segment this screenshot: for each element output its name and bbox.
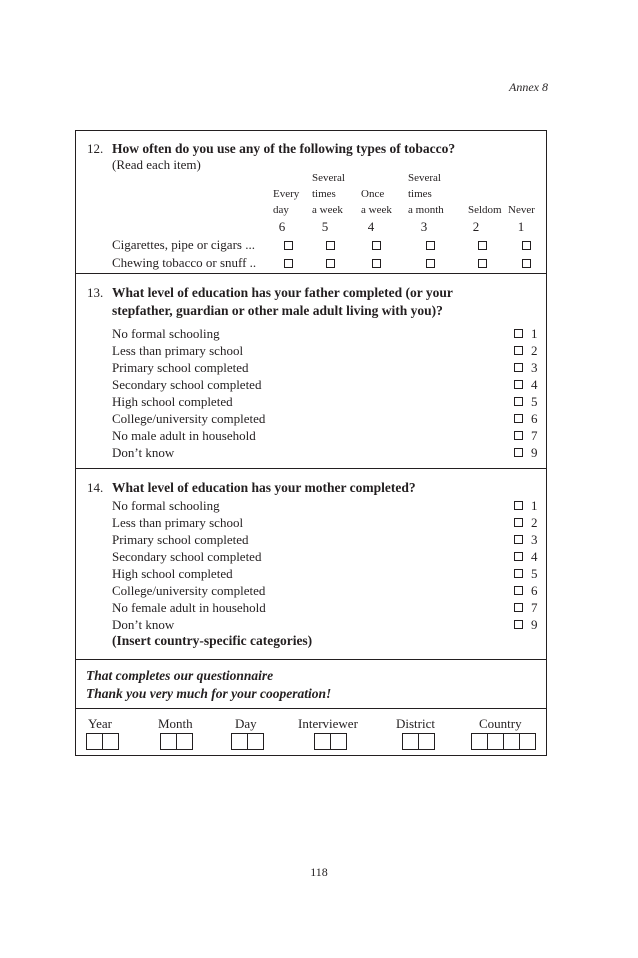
- answer-option[interactable]: [112, 393, 557, 410]
- option-label: No female adult in household: [112, 600, 266, 615]
- entry-cell[interactable]: [402, 733, 419, 750]
- option-checkbox[interactable]: [514, 535, 523, 544]
- answer-option[interactable]: [112, 410, 557, 427]
- option-label: Primary school completed: [112, 360, 249, 375]
- entry-cell[interactable]: [231, 733, 248, 750]
- admin-field-label: Month: [158, 716, 193, 731]
- question-number: 12.: [87, 141, 104, 156]
- column-header-line: Once: [361, 188, 385, 200]
- country-categories-note: (Insert country-specific categories): [112, 633, 313, 648]
- answer-checkbox[interactable]: [284, 241, 293, 250]
- column-code: 1: [517, 219, 525, 234]
- column-header-line: a week: [361, 204, 392, 216]
- option-checkbox[interactable]: [514, 329, 523, 338]
- option-code: 1: [531, 498, 538, 513]
- answer-option[interactable]: [112, 497, 557, 514]
- option-label: No male adult in household: [112, 428, 256, 443]
- answer-option[interactable]: [112, 427, 557, 444]
- question-13: [76, 274, 546, 468]
- option-label: No formal schooling: [112, 326, 220, 341]
- answer-option[interactable]: [112, 514, 557, 531]
- column-header-line: Several: [408, 172, 441, 184]
- entry-cell[interactable]: [503, 733, 520, 750]
- column-header-line: a week: [312, 204, 343, 216]
- entry-cell[interactable]: [86, 733, 103, 750]
- option-label: College/university completed: [112, 411, 266, 426]
- answer-checkbox[interactable]: [372, 241, 381, 250]
- option-label: Don’t know: [112, 445, 175, 460]
- admin-field-label: Country: [479, 716, 522, 731]
- column-header-line: Never: [508, 204, 535, 216]
- answer-checkbox[interactable]: [284, 259, 293, 268]
- answer-option[interactable]: [112, 444, 557, 461]
- option-code: 3: [531, 532, 538, 547]
- answer-option[interactable]: [112, 342, 557, 359]
- option-label: High school completed: [112, 566, 233, 581]
- option-code: 7: [531, 600, 538, 615]
- read-instruction: (Read each item): [112, 157, 201, 172]
- option-checkbox[interactable]: [514, 414, 523, 423]
- option-label: Secondary school completed: [112, 549, 262, 564]
- option-code: 6: [531, 583, 538, 598]
- option-checkbox[interactable]: [514, 569, 523, 578]
- answer-checkbox[interactable]: [372, 259, 381, 268]
- answer-option[interactable]: [112, 599, 557, 616]
- answer-checkbox[interactable]: [426, 241, 435, 250]
- entry-cell[interactable]: [471, 733, 488, 750]
- answer-checkbox[interactable]: [522, 259, 531, 268]
- admin-field-label: District: [396, 716, 435, 731]
- option-code: 4: [531, 377, 538, 392]
- column-header-line: Every: [273, 188, 300, 200]
- answer-option[interactable]: [112, 548, 557, 565]
- option-code: 1: [531, 326, 538, 341]
- answer-option[interactable]: [112, 582, 557, 599]
- admin-field-cells: [87, 733, 119, 750]
- option-checkbox[interactable]: [514, 448, 523, 457]
- question-12: [76, 131, 546, 273]
- questionnaire-frame: [75, 130, 547, 756]
- answer-option[interactable]: [112, 616, 557, 633]
- divider: [76, 708, 546, 709]
- column-code: 2: [472, 219, 480, 234]
- answer-option[interactable]: [112, 325, 557, 342]
- option-code: 9: [531, 445, 538, 460]
- answer-option[interactable]: [112, 531, 557, 548]
- answer-option[interactable]: [112, 376, 557, 393]
- option-label: College/university completed: [112, 583, 266, 598]
- closing-line-2: Thank you very much for your cooperation!: [86, 686, 332, 701]
- entry-cell[interactable]: [102, 733, 119, 750]
- column-header-line: times: [312, 188, 336, 200]
- tobacco-row-label: Chewing tobacco or snuff ..: [112, 255, 257, 270]
- admin-field-cells: [161, 733, 193, 750]
- question-text-line-1: What level of education has your father completed (or your: [112, 285, 453, 300]
- admin-field-cells: [232, 733, 264, 750]
- column-code: 6: [278, 219, 286, 234]
- question-text: What level of education has your mother completed?: [112, 480, 416, 495]
- admin-field-cells: [472, 733, 536, 750]
- option-checkbox[interactable]: [514, 397, 523, 406]
- option-checkbox[interactable]: [514, 346, 523, 355]
- annex-label: Annex 8: [509, 80, 548, 94]
- closing-line-1: That completes our questionnaire: [86, 668, 274, 683]
- option-checkbox[interactable]: [514, 518, 523, 527]
- option-checkbox[interactable]: [514, 380, 523, 389]
- question-number: 14.: [87, 480, 104, 495]
- column-header-line: Seldom: [468, 204, 502, 216]
- column-header-line: a month: [408, 204, 444, 216]
- entry-cell[interactable]: [176, 733, 193, 750]
- admin-field-cells: [403, 733, 435, 750]
- column-header-line: Several: [312, 172, 345, 184]
- option-code: 2: [531, 515, 538, 530]
- entry-cell[interactable]: [519, 733, 536, 750]
- question-text-line-2: stepfather, guardian or other male adult living with you)?: [112, 303, 443, 318]
- option-label: Less than primary school: [112, 343, 244, 358]
- option-checkbox[interactable]: [514, 603, 523, 612]
- option-code: 3: [531, 360, 538, 375]
- option-code: 5: [531, 394, 538, 409]
- divider: [76, 659, 546, 660]
- entry-cell[interactable]: [330, 733, 347, 750]
- page-number: 118: [310, 865, 328, 879]
- column-code: 4: [367, 219, 375, 234]
- entry-cell[interactable]: [160, 733, 177, 750]
- option-label: Don’t know: [112, 617, 175, 632]
- option-checkbox[interactable]: [514, 586, 523, 595]
- answer-checkbox[interactable]: [326, 259, 335, 268]
- option-label: Primary school completed: [112, 532, 249, 547]
- answer-option[interactable]: [112, 359, 557, 376]
- admin-field-label: Interviewer: [298, 716, 358, 731]
- option-code: 6: [531, 411, 538, 426]
- entry-cell[interactable]: [247, 733, 264, 750]
- option-checkbox[interactable]: [514, 431, 523, 440]
- column-header-line: times: [408, 188, 432, 200]
- question-text: How often do you use any of the following types of tobacco?: [112, 141, 456, 156]
- option-code: 4: [531, 549, 538, 564]
- entry-cell[interactable]: [314, 733, 331, 750]
- option-checkbox[interactable]: [514, 620, 523, 629]
- column-code: 3: [420, 219, 428, 234]
- option-label: High school completed: [112, 394, 233, 409]
- option-label: Less than primary school: [112, 515, 244, 530]
- tobacco-row-label: Cigarettes, pipe or cigars ...: [112, 237, 255, 252]
- option-code: 7: [531, 428, 538, 443]
- admin-field-label: Day: [235, 716, 257, 731]
- option-checkbox[interactable]: [514, 552, 523, 561]
- option-checkbox[interactable]: [514, 501, 523, 510]
- column-code: 5: [321, 219, 329, 234]
- answer-checkbox[interactable]: [326, 241, 335, 250]
- entry-cell[interactable]: [418, 733, 435, 750]
- option-code: 5: [531, 566, 538, 581]
- option-label: Secondary school completed: [112, 377, 262, 392]
- question-14: [76, 469, 546, 659]
- answer-checkbox[interactable]: [426, 259, 435, 268]
- column-header-line: day: [273, 204, 289, 216]
- option-checkbox[interactable]: [514, 363, 523, 372]
- entry-cell[interactable]: [487, 733, 504, 750]
- answer-option[interactable]: [112, 565, 557, 582]
- option-label: No formal schooling: [112, 498, 220, 513]
- question-number: 13.: [87, 285, 104, 300]
- option-code: 9: [531, 617, 538, 632]
- admin-field-cells: [315, 733, 347, 750]
- answer-checkbox[interactable]: [522, 241, 531, 250]
- option-code: 2: [531, 343, 538, 358]
- answer-checkbox[interactable]: [478, 259, 487, 268]
- answer-checkbox[interactable]: [478, 241, 487, 250]
- admin-field-label: Year: [88, 716, 112, 731]
